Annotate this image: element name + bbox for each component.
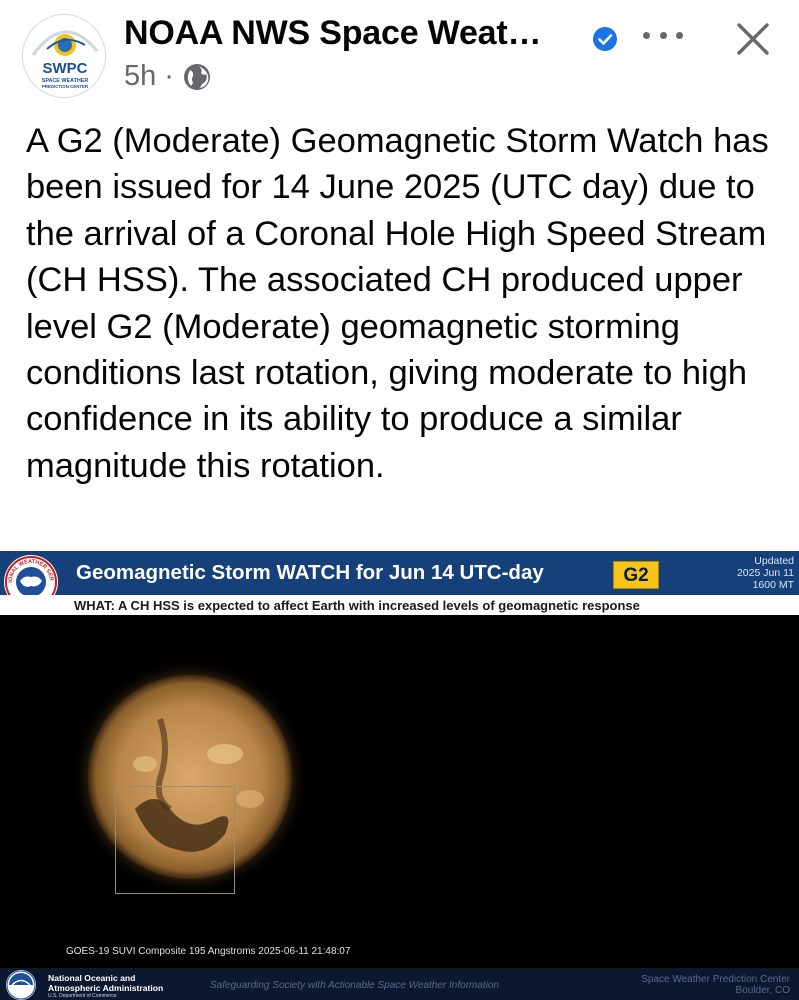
page-avatar[interactable]: [22, 14, 106, 98]
noaa-dept: U.S. Department of Commerce: [48, 993, 117, 999]
footer-slogan: Safeguarding Society with Actionable Space Weather Information: [210, 980, 500, 991]
footer-center: Space Weather Prediction Center Boulder, CO: [641, 974, 790, 996]
graphic-title: Geomagnetic Storm WATCH for Jun 14 UTC-day: [76, 561, 544, 584]
post-image[interactable]: [0, 551, 799, 1000]
updated-stamp: Updated 2025 Jun 11 1600 MT: [736, 555, 794, 592]
globe-icon[interactable]: [182, 62, 212, 92]
image-caption: GOES-19 SUVI Composite 195 Angstroms 2025-06-11 21:48:07: [66, 946, 351, 957]
page-name-link[interactable]: NOAA NWS Space Weat…: [124, 14, 542, 52]
swpc-logo-text: SWPC: [42, 60, 88, 77]
post-text: A G2 (Moderate) Geomagnetic Storm Watch has been issued for 14 June 2025 (UTC day) due to the arrival of a Coronal Hole High Speed Stream (CH HSS). The associated CH produced upper level G2 (Moderate) geomagnetic storming conditions last rotation, giving moderate to high confidence in its ability to produce a similar magnitude this rotation.: [26, 122, 769, 485]
graphic-footer: [0, 968, 799, 1000]
more-options-icon[interactable]: [643, 20, 683, 50]
what-text: WHAT: A CH HSS is expected to affect Earth with increased levels of geomagnetic response: [74, 598, 640, 613]
coronal-hole-highlight-box: [115, 786, 235, 894]
noaa-name: National Oceanic and Atmospheric Administration: [48, 973, 164, 993]
timing-heading: TIMING:: [723, 778, 784, 795]
svg-text:NATIONAL WEATHER SERVICE: IONAL WEATHER SER: [7, 558, 55, 583]
verified-badge-icon: [592, 26, 618, 52]
g-scale-badge: G2: [613, 561, 659, 589]
meta-separator: ·: [164, 60, 174, 92]
post-meta: [124, 60, 212, 93]
timing-body: Initial CH HSS influences are likely to begin on the Jun 14 UTC-day.: [427, 800, 784, 835]
event-heading: EVENT:: [727, 623, 784, 640]
effects-heading: EFFECTS:: [706, 858, 784, 875]
swpc-logo: [23, 15, 106, 98]
what-banner: [0, 595, 799, 615]
noaa-logo: [6, 970, 36, 1000]
post-timestamp[interactable]: 5h: [124, 60, 157, 92]
close-icon[interactable]: [734, 20, 772, 58]
svg-text:PREDICTION CENTER: PREDICTION CENTER: [41, 84, 89, 89]
effects-body: The aurora may become visible over some northern and upper Midwest states from New York to Idaho. Those wishing to see the aurora should visit our webpage for updates.: [417, 880, 784, 951]
svg-text:SPACE WEATHER: SPACE WEATHER: [41, 78, 89, 84]
event-body: A Coronal Hole (CH) is a less dense area in the solar corona. They appear dark because they are cooler. Solar wind escapes from these features at higher speeds, known as High Speed Streams (HSS). When they arrive at Earth, escalated geomagnetic activity may result. Watches of this level are not uncommon.: [405, 644, 784, 751]
